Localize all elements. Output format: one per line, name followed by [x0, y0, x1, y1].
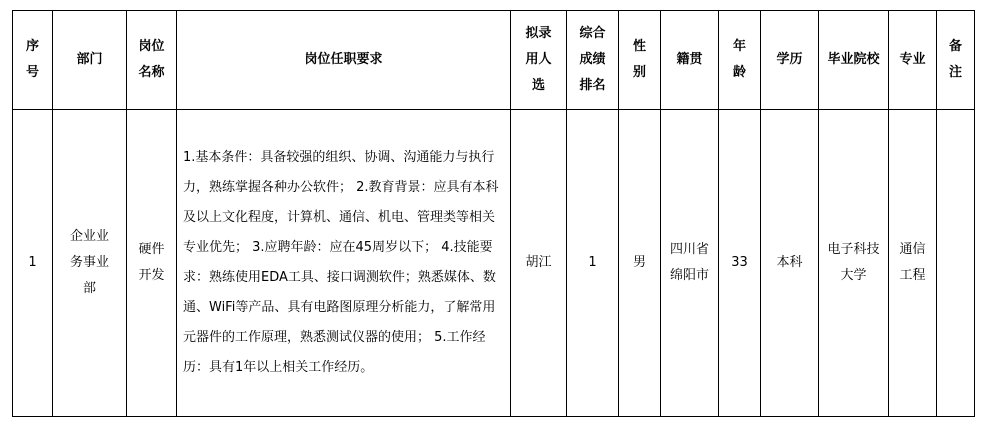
header-hire: 拟录用人选: [511, 11, 567, 110]
cell-major: 通信工程: [889, 110, 937, 417]
recruitment-table: [12, 10, 975, 417]
header-dept: 部门: [53, 11, 127, 110]
header-note: 备注: [937, 11, 975, 110]
cell-sex: 男: [619, 110, 661, 417]
header-row: [13, 11, 975, 110]
cell-dept: 企业业务事业部: [53, 110, 127, 417]
cell-hire: 胡江: [511, 110, 567, 417]
cell-post: 硬件开发: [127, 110, 177, 417]
cell-school: 电子科技大学: [819, 110, 889, 417]
cell-age: 33: [719, 110, 761, 417]
header-sex: 性别: [619, 11, 661, 110]
cell-origin: 四川省绵阳市: [661, 110, 719, 417]
cell-note: [937, 110, 975, 417]
header-education: 学历: [761, 11, 819, 110]
header-major: 专业: [889, 11, 937, 110]
header-rank: 综合成绩排名: [567, 11, 619, 110]
header-requirements: 岗位任职要求: [177, 11, 511, 110]
header-origin: 籍贯: [661, 11, 719, 110]
cell-education: 本科: [761, 110, 819, 417]
header-post: 岗位名称: [127, 11, 177, 110]
cell-rank: 1: [567, 110, 619, 417]
header-age: 年龄: [719, 11, 761, 110]
header-seq: 序号: [13, 11, 53, 110]
cell-seq: 1: [13, 110, 53, 417]
cell-requirements: 1.基本条件：具备较强的组织、协调、沟通能力与执行力，熟练掌握各种办公软件； 2.教育背景：应具有本科及以上文化程度，计算机、通信、机电、管理类等相关专业优先； 3.应聘年龄：应在45周岁以下； 4.技能要求：熟练使用EDA工具、接口调测软件；熟悉媒体、数通、WiFi等产品、具有电路图原理分析能力，了解常用元器件的工作原理，熟悉测试仪器的使用； 5.工作经历：具有1年以上相关工作经历。: [177, 110, 511, 417]
header-school: 毕业院校: [819, 11, 889, 110]
table-row: [13, 110, 975, 417]
